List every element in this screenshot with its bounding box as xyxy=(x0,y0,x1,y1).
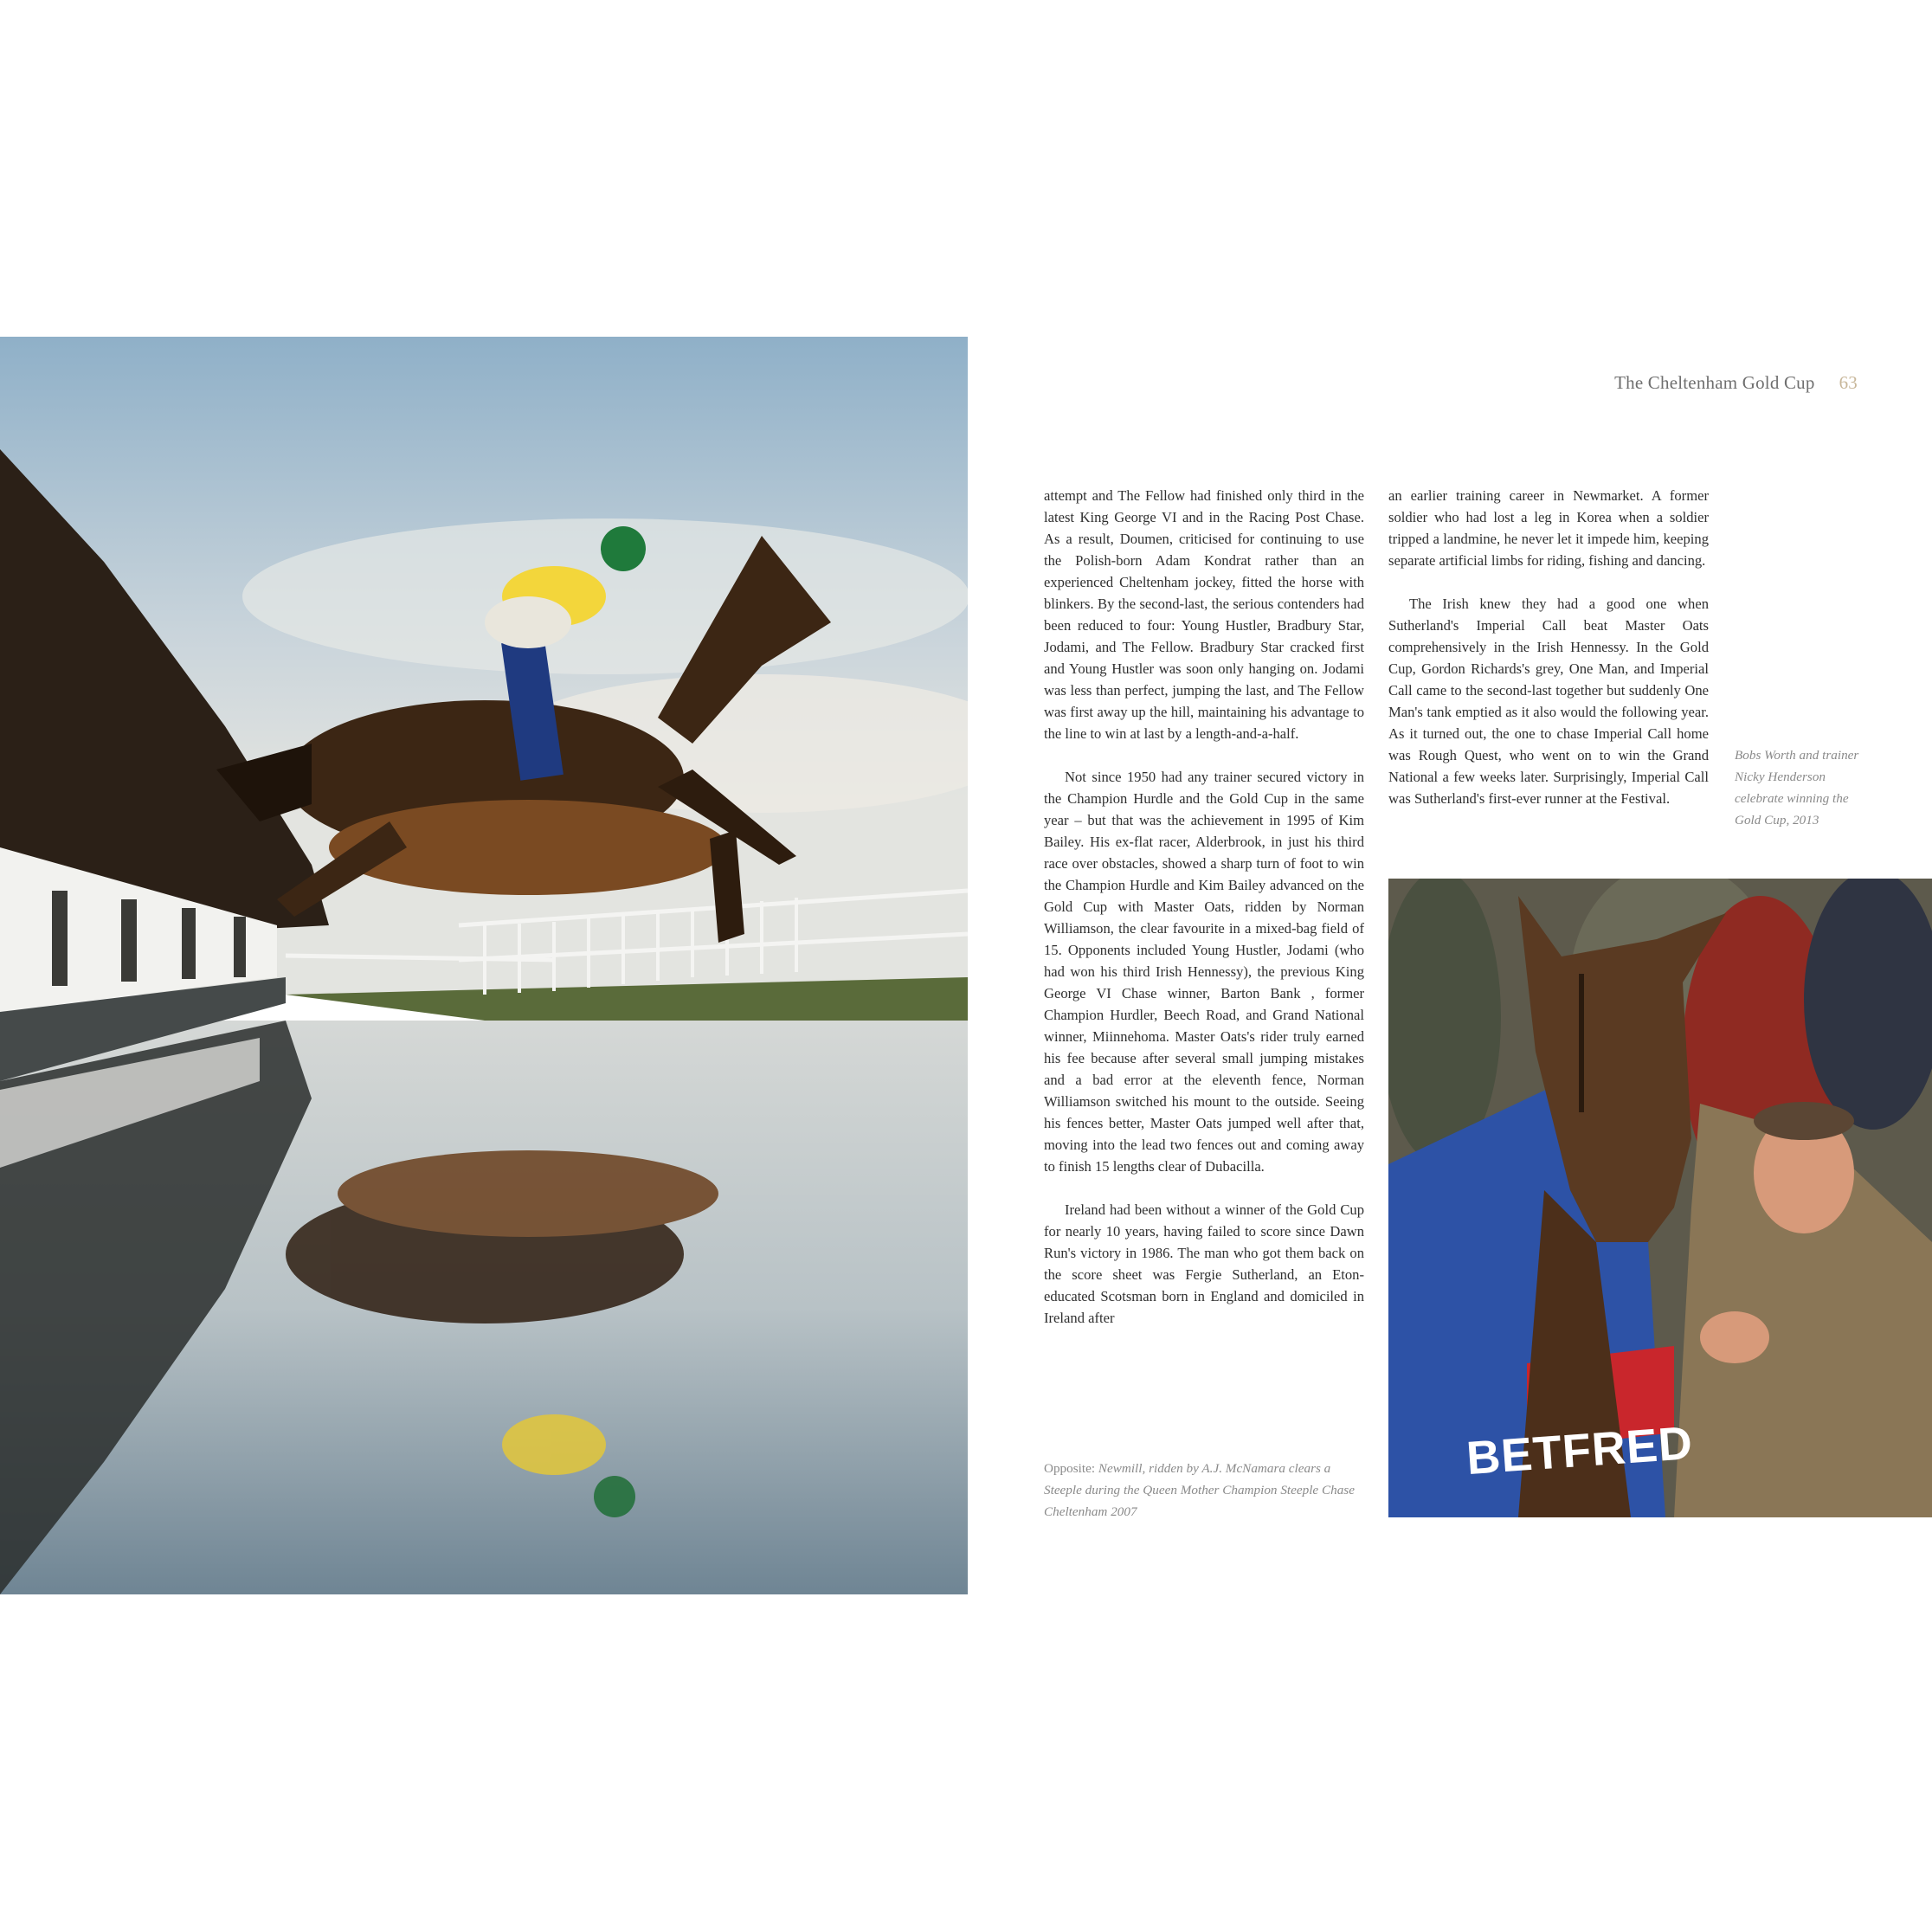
paragraph: attempt and The Fellow had finished only third in the latest King George VI and in the Racing Post Chase. As a result, Doumen, criticised for continuing to use the Polish-born Adam Kondrat rather than an experienced Cheltenham jockey, fitted the horse with blinkers. By the second-last, the serious contenders had been reduced to four: Young Hustler, Bradbury Star, Jodami, and The Fellow. Bradbury Star cracked first and Young Hustler was soon only hanging on. Jodami was less than perfect, jumping the last, and The Fellow was first away up the hill, maintaining his advantage to the line to win at last by a length-and-a-half. xyxy=(1044,487,1364,742)
steeplechase-photo xyxy=(0,337,968,1594)
body-column-2 xyxy=(1388,485,1709,831)
caption-right-photo: Bobs Worth and trainer Nicky Henderson celebrate winning the Gold Cup, 2013 xyxy=(1735,748,1859,828)
paragraph: an earlier training career in Newmarket. A former soldier who had lost a leg in Korea when a soldier tripped a landmine, he never let it impede him, keeping separate artificial limbs for riding, fishing and dancing. xyxy=(1388,487,1709,569)
running-header xyxy=(1614,372,1858,394)
paragraph: Ireland had been without a winner of the Gold Cup for nearly 10 years, having failed to score since Dawn Run's victory in 1986. The man who got them back on the score sheet was Fergie Sutherland, an Eton-educated Scotsman born in England and domiciled in Ireland after xyxy=(1044,1201,1364,1326)
bridle xyxy=(1579,974,1584,1112)
gold-cup-celebration-photo xyxy=(1388,879,1932,1517)
caption-text: Newmill, ridden by A.J. McNamara clears a Steeple during the Queen Mother Champion Steeple Chase Cheltenham 2007 xyxy=(1044,1461,1355,1519)
caption-lead: Opposite: xyxy=(1044,1461,1096,1476)
page-number: 63 xyxy=(1839,372,1858,393)
body-column-1 xyxy=(1044,485,1364,1350)
paragraph: Not since 1950 had any trainer secured victory in the Champion Hurdle and the Gold Cup in the same year – but that was the achievement in 1995 of Kim Bailey. His ex-flat racer, Alderbrook, in just his third race over obstacles, showed a sharp turn of foot to win the Champion Hurdle and Kim Bailey advanced on the Gold Cup with Master Oats, ridden by Norman Williamson, the clear favourite in a mixed-bag field of 15. Opponents included Young Hustler, Jodami (who had won his third Irish Hennessy), the previous King George VI Chase winner, Barton Bank , former Champion Hurdler, Beech Road, and Grand National winner, Miinnehoma. Master Oats's rider truly earned his fee because after several small jumping mistakes and a bad error at the eleventh fence, Norman Williamson switched his mount to the outside. Seeing his fences better, Master Oats jumped well after that, moving into the lead two fences out and coming away to finish 15 lengths clear of Dubacilla. xyxy=(1044,769,1364,1175)
caption-opposite-photo xyxy=(1044,1458,1364,1523)
rug-sponsor-text: BETFRED xyxy=(1465,1416,1695,1485)
chapter-title: The Cheltenham Gold Cup xyxy=(1614,372,1815,393)
paragraph: The Irish knew they had a good one when Sutherland's Imperial Call beat Master Oats comprehensively in the Irish Hennessy. In the Gold Cup, Gordon Richards's grey, One Man, and Imperial Call came to the second-last together but suddenly One Man's tank emptied as it also would the following year. As it turned out, the one to chase Imperial Call home was Rough Quest, who went on to win the Grand National a few weeks later. Surprisingly, Imperial Call was Sutherland's first-ever runner at the Festival. xyxy=(1388,596,1709,807)
trainer-hand xyxy=(1700,1311,1769,1363)
steeplechase-photo-illustration xyxy=(0,337,968,1594)
